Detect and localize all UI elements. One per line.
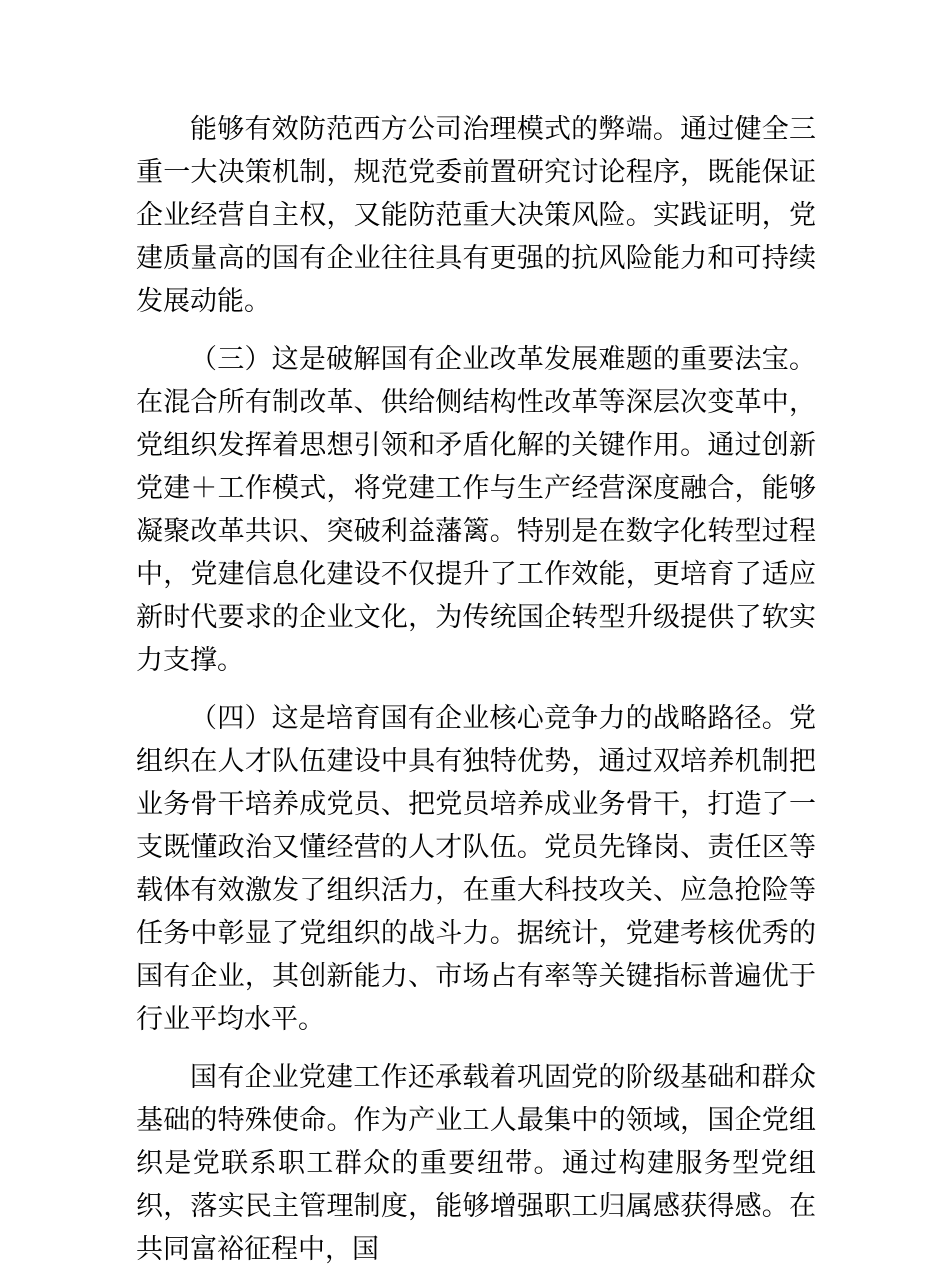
document-text-body bbox=[136, 108, 816, 1271]
paragraph: （三）这是破解国有企业改革发展难题的重要法宝。在混合所有制改革、供给侧结构性改革等深层次变革中，党组织发挥着思想引领和矛盾化解的关键作用。通过创新党建＋工作模式，将党建工作与生产经营深度融合，能够凝聚改革共识、突破利益藩篱。特别是在数字化转型过程中，党建信息化建设不仅提升了工作效能，更培育了适应新时代要求的企业文化，为传统国企转型升级提供了软实力支撑。 bbox=[136, 344, 816, 676]
paragraph: 能够有效防范西方公司治理模式的弊端。通过健全三重一大决策机制，规范党委前置研究讨论程序，既能保证企业经营自主权，又能防范重大决策风险。实践证明，党建质量高的国有企业往往具有更强的抗风险能力和可持续发展动能。 bbox=[136, 114, 816, 317]
paragraph: 国有企业党建工作还承载着巩固党的阶级基础和群众基础的特殊使命。作为产业工人最集中的领域，国企党组织是党联系职工群众的重要纽带。通过构建服务型党组织，落实民主管理制度，能够增强职工归属感获得感。在共同富裕征程中，国 bbox=[136, 1062, 816, 1265]
paragraph: （四）这是培育国有企业核心竞争力的战略路径。党组织在人才队伍建设中具有独特优势，通过双培养机制把业务骨干培养成党员、把党员培养成业务骨干，打造了一支既懂政治又懂经营的人才队伍。党员先锋岗、责任区等载体有效激发了组织活力，在重大科技攻关、应急抢险等任务中彰显了党组织的战斗力。据统计，党建考核优秀的国有企业，其创新能力、市场占有率等关键指标普遍优于行业平均水平。 bbox=[136, 703, 816, 1035]
